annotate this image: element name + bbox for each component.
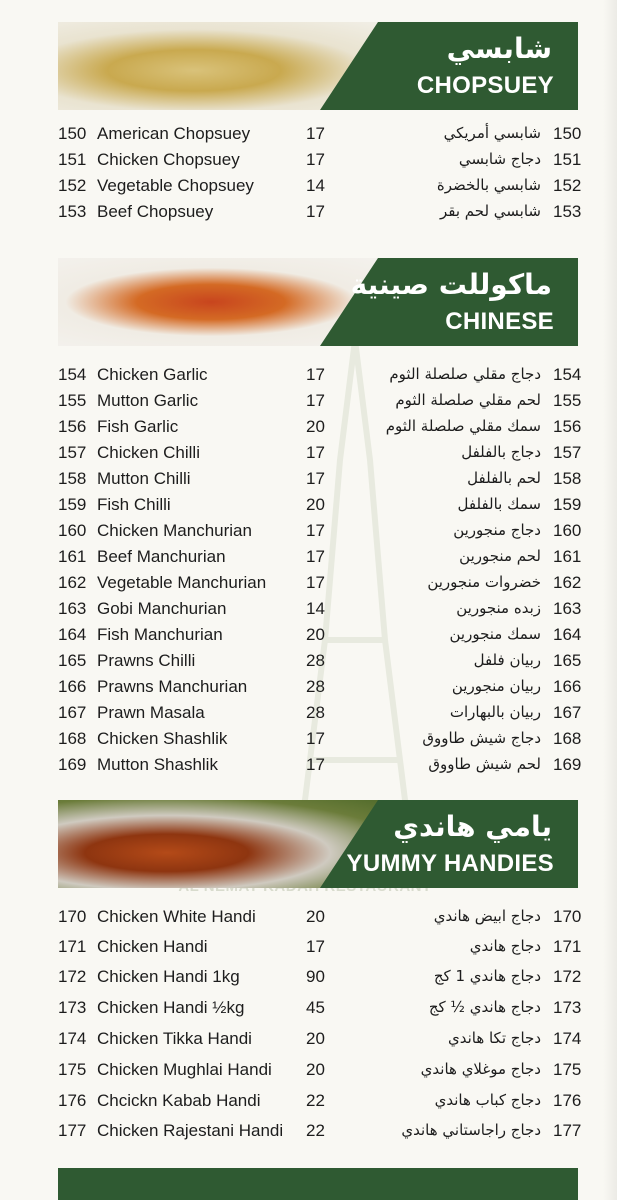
item-name-ar: سمك منجورين — [449, 625, 541, 643]
item-price: 20 — [306, 625, 325, 644]
item-number-ar: 150 — [553, 124, 582, 143]
item-name: Vegetable Chopsuey — [97, 176, 254, 195]
item-name: Fish Manchurian — [97, 625, 223, 644]
item-name: Chicken Handi 1kg — [97, 967, 240, 986]
menu-item — [0, 176, 617, 202]
item-name-ar: دجاج منجورين — [453, 521, 541, 539]
item-number: 159 — [58, 495, 87, 514]
item-name-ar: زبده منجورين — [456, 599, 541, 617]
item-number-ar: 160 — [553, 521, 582, 540]
item-number-ar: 165 — [553, 651, 582, 670]
item-number-ar: 161 — [553, 547, 582, 566]
item-number: 169 — [58, 755, 87, 774]
item-name: Gobi Manchurian — [97, 599, 227, 618]
item-number: 151 — [58, 150, 87, 169]
item-price: 45 — [306, 998, 325, 1017]
item-number: 152 — [58, 176, 87, 195]
menu-item — [0, 907, 617, 933]
item-number-ar: 157 — [553, 443, 582, 462]
section-title-ar: ماكوللت صينية — [350, 268, 552, 301]
item-number-ar: 173 — [553, 998, 582, 1017]
item-price: 17 — [306, 202, 325, 221]
item-name-ar: دجاج كباب هاندي — [434, 1091, 541, 1109]
item-number-ar: 154 — [553, 365, 582, 384]
item-name-ar: ربيان بالبهارات — [449, 703, 541, 721]
item-number: 156 — [58, 417, 87, 436]
item-price: 17 — [306, 521, 325, 540]
item-name-ar: لحم منجورين — [459, 547, 541, 565]
item-name-ar: دجاج تكا هاندي — [447, 1029, 541, 1047]
item-price: 20 — [306, 1029, 325, 1048]
item-name: Chicken Rajestani Handi — [97, 1121, 284, 1140]
item-name: Chicken Shashlik — [97, 729, 228, 748]
section-title-ar: يامي هاندي — [393, 810, 552, 843]
item-price: 17 — [306, 469, 325, 488]
item-number: 163 — [58, 599, 87, 618]
item-name-ar: شابسي بالخضرة — [436, 176, 541, 194]
item-name: Mutton Shashlik — [97, 755, 218, 774]
menu-item — [0, 755, 617, 781]
item-number-ar: 174 — [553, 1029, 582, 1048]
item-name: Prawn Masala — [97, 703, 205, 722]
item-name-ar: خضروات منجورين — [427, 573, 541, 591]
section-title-en: CHOPSUEY — [416, 72, 554, 99]
item-number-ar: 167 — [553, 703, 582, 722]
item-price: 20 — [306, 417, 325, 436]
item-price: 14 — [306, 176, 325, 195]
menu-item — [0, 937, 617, 963]
menu-item — [0, 391, 617, 417]
item-name: Chicken White Handi — [97, 907, 256, 926]
item-number: 171 — [58, 937, 87, 956]
menu-item — [0, 599, 617, 625]
item-number: 161 — [58, 547, 87, 566]
menu-item — [0, 1091, 617, 1117]
menu-item — [0, 417, 617, 443]
item-name: Prawns Manchurian — [97, 677, 248, 696]
item-name: Chicken Chilli — [97, 443, 200, 462]
item-number: 160 — [58, 521, 87, 540]
item-name: Chicken Chopsuey — [97, 150, 240, 169]
item-price: 17 — [306, 573, 325, 592]
chopsuey-photo — [58, 22, 398, 110]
item-name: Chicken Garlic — [97, 365, 208, 384]
item-number: 165 — [58, 651, 87, 670]
item-name-ar: لحم شيش طاووق — [428, 755, 541, 773]
item-name: Chicken Handi ½kg — [97, 998, 245, 1017]
item-name-ar: دجاج مقلي صلصلة الثوم — [389, 365, 541, 383]
item-number-ar: 163 — [553, 599, 582, 618]
item-price: 17 — [306, 729, 325, 748]
item-name-ar: شابسي لحم بقر — [439, 202, 541, 220]
item-name-ar: لحم مقلي صلصلة الثوم — [395, 391, 541, 409]
item-number-ar: 177 — [553, 1121, 582, 1140]
item-number: 168 — [58, 729, 87, 748]
item-name: Fish Garlic — [97, 417, 179, 436]
item-price: 20 — [306, 495, 325, 514]
item-price: 17 — [306, 124, 325, 143]
item-number-ar: 166 — [553, 677, 582, 696]
menu-item — [0, 202, 617, 228]
item-name-ar: دجاج شيش طاووق — [422, 729, 541, 747]
item-number: 170 — [58, 907, 87, 926]
item-number-ar: 151 — [553, 150, 582, 169]
item-price: 17 — [306, 547, 325, 566]
item-number-ar: 159 — [553, 495, 582, 514]
item-number: 162 — [58, 573, 87, 592]
menu-item — [0, 1121, 617, 1147]
menu-item — [0, 967, 617, 993]
item-name-ar: دجاج شابسي — [458, 150, 541, 168]
menu-item — [0, 469, 617, 495]
item-number: 176 — [58, 1091, 87, 1110]
item-number: 174 — [58, 1029, 87, 1048]
item-price: 22 — [306, 1121, 325, 1140]
item-name-ar: دجاج راجاستاني هاندي — [401, 1121, 541, 1139]
item-name-ar: دجاج بالفلفل — [461, 443, 541, 461]
section-header-handies — [58, 800, 578, 888]
item-name-ar: دجاج هاندي 1 كج — [433, 967, 541, 985]
item-price: 20 — [306, 907, 325, 926]
item-name: Fish Chilli — [97, 495, 171, 514]
item-number: 172 — [58, 967, 87, 986]
item-price: 28 — [306, 651, 325, 670]
item-number-ar: 175 — [553, 1060, 582, 1079]
item-number-ar: 170 — [553, 907, 582, 926]
section-header-chinese — [58, 258, 578, 346]
item-name: Mutton Garlic — [97, 391, 199, 410]
item-price: 28 — [306, 677, 325, 696]
item-price: 28 — [306, 703, 325, 722]
item-price: 14 — [306, 599, 325, 618]
item-name-ar: لحم بالفلفل — [467, 469, 541, 487]
item-price: 22 — [306, 1091, 325, 1110]
item-price: 17 — [306, 365, 325, 384]
item-name: Vegetable Manchurian — [97, 573, 267, 592]
item-number-ar: 169 — [553, 755, 582, 774]
item-price: 17 — [306, 391, 325, 410]
menu-item — [0, 365, 617, 391]
menu-item — [0, 703, 617, 729]
chinese-photo — [58, 258, 398, 346]
item-number: 157 — [58, 443, 87, 462]
item-number: 166 — [58, 677, 87, 696]
item-number-ar: 168 — [553, 729, 582, 748]
menu-item — [0, 1029, 617, 1055]
item-name: Chicken Mughlai Handi — [97, 1060, 272, 1079]
item-number: 167 — [58, 703, 87, 722]
item-number: 175 — [58, 1060, 87, 1079]
item-name-ar: ربيان منجورين — [451, 677, 541, 695]
item-number: 177 — [58, 1121, 87, 1140]
menu-item — [0, 150, 617, 176]
item-number: 150 — [58, 124, 87, 143]
item-price: 17 — [306, 937, 325, 956]
menu-item — [0, 521, 617, 547]
menu-item — [0, 1060, 617, 1086]
item-number: 164 — [58, 625, 87, 644]
item-number-ar: 158 — [553, 469, 582, 488]
item-price: 17 — [306, 150, 325, 169]
item-number-ar: 153 — [553, 202, 582, 221]
item-name: Beef Chopsuey — [97, 202, 214, 221]
item-name-ar: دجاج هاندي — [469, 937, 541, 955]
item-price: 17 — [306, 755, 325, 774]
section-title-ar: شابسي — [446, 32, 552, 65]
menu-item — [0, 124, 617, 150]
item-price: 17 — [306, 443, 325, 462]
item-number: 155 — [58, 391, 87, 410]
item-number-ar: 155 — [553, 391, 582, 410]
item-price: 20 — [306, 1060, 325, 1079]
item-name: Chcickn Kabab Handi — [97, 1091, 261, 1110]
item-name: American Chopsuey — [97, 124, 251, 143]
menu-item — [0, 998, 617, 1024]
menu-item — [0, 625, 617, 651]
item-number: 154 — [58, 365, 87, 384]
item-number: 158 — [58, 469, 87, 488]
menu-item — [0, 573, 617, 599]
item-name: Mutton Chilli — [97, 469, 191, 488]
item-name-ar: سمك مقلي صلصلة الثوم — [385, 417, 541, 435]
section-title-en: YUMMY HANDIES — [346, 850, 554, 877]
item-number-ar: 172 — [553, 967, 582, 986]
item-name: Prawns Chilli — [97, 651, 196, 670]
menu-item — [0, 729, 617, 755]
section-header-chopsuey — [58, 22, 578, 110]
section-title-en: CHINESE — [445, 308, 554, 335]
item-number: 173 — [58, 998, 87, 1017]
item-number-ar: 156 — [553, 417, 582, 436]
item-number-ar: 171 — [553, 937, 582, 956]
item-name: Beef Manchurian — [97, 547, 226, 566]
item-name-ar: سمك بالفلفل — [457, 495, 541, 513]
item-name-ar: دجاج ابيض هاندي — [433, 907, 541, 925]
item-number-ar: 162 — [553, 573, 582, 592]
menu-item — [0, 651, 617, 677]
item-name-ar: دجاج هاندي ½ كج — [428, 998, 541, 1016]
menu-item — [0, 547, 617, 573]
item-number: 153 — [58, 202, 87, 221]
item-name-ar: شابسي أمريكي — [443, 124, 541, 142]
footer-bar — [58, 1168, 578, 1200]
item-name: Chicken Handi — [97, 937, 208, 956]
item-number-ar: 164 — [553, 625, 582, 644]
item-name: Chicken Manchurian — [97, 521, 252, 540]
menu-item — [0, 677, 617, 703]
item-name-ar: ربيان فلفل — [473, 651, 541, 669]
menu-item — [0, 443, 617, 469]
item-name: Chicken Tikka Handi — [97, 1029, 252, 1048]
item-number-ar: 176 — [553, 1091, 582, 1110]
menu-item — [0, 495, 617, 521]
item-name-ar: دجاج موغلاي هاندي — [420, 1060, 541, 1078]
item-number-ar: 152 — [553, 176, 582, 195]
item-price: 90 — [306, 967, 325, 986]
